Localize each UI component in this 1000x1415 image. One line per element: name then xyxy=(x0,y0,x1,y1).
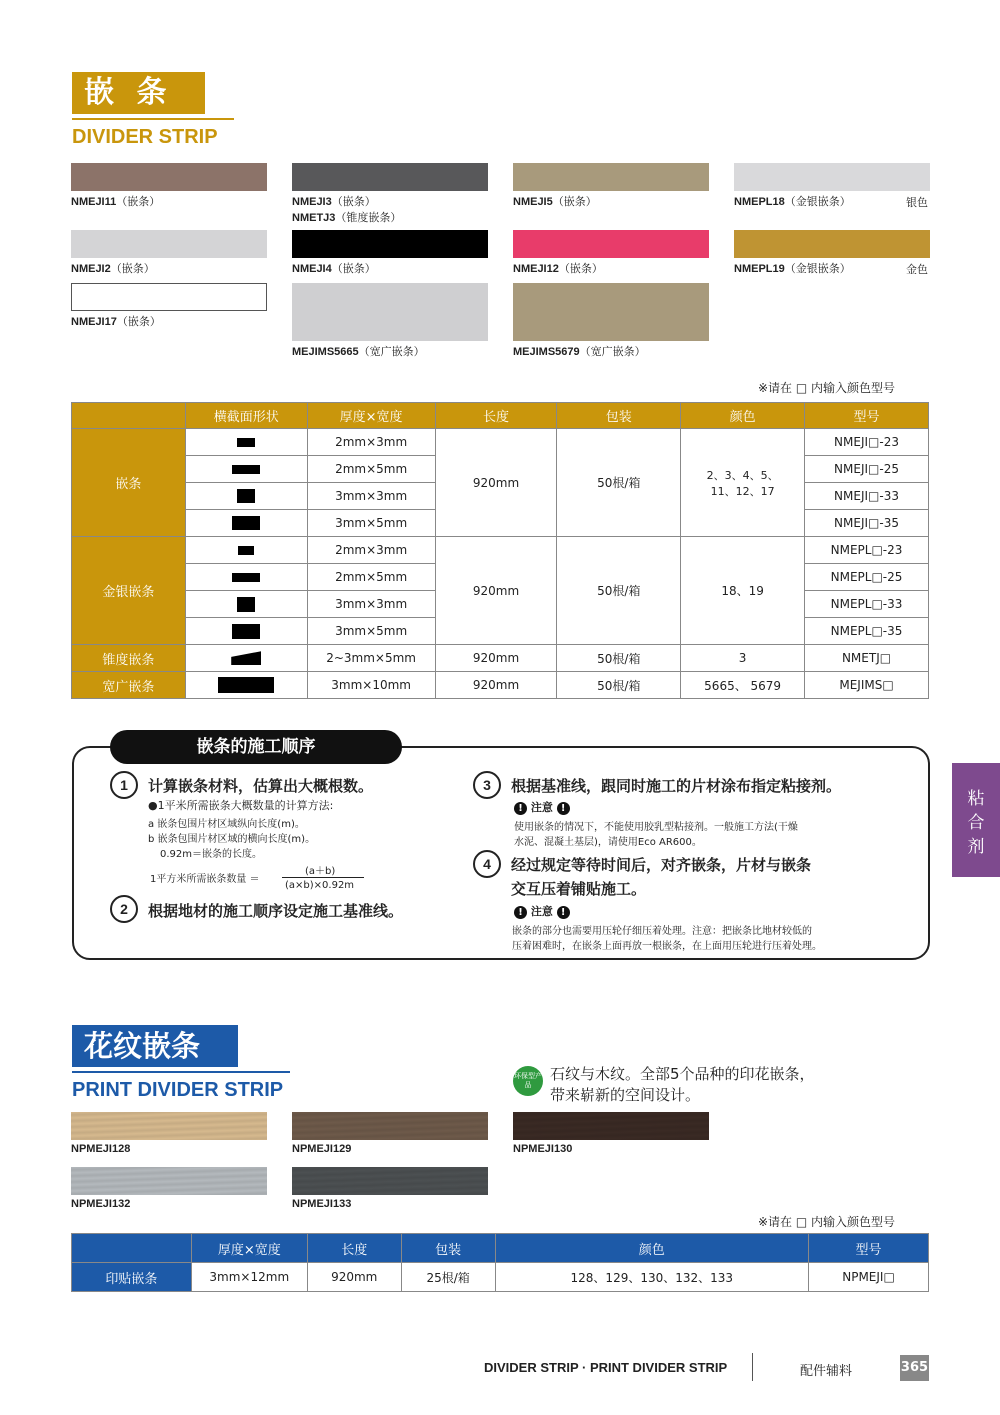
color-swatch xyxy=(292,283,488,341)
divider-strip-table xyxy=(71,402,929,699)
step-1-title: 计算嵌条材料，估算出大概根数。 xyxy=(148,777,374,795)
header-length: 长度 xyxy=(307,1234,401,1263)
size-cell: 2mm×5mm xyxy=(307,564,435,591)
swatch-label: NMEJI11（嵌条） xyxy=(71,195,161,208)
header-package: 包装 xyxy=(401,1234,495,1263)
package-cell: 50根/箱 xyxy=(557,645,681,672)
color-code-note: ※请在 □ 内输入颜色型号 xyxy=(758,381,896,395)
shape-cell xyxy=(185,483,307,510)
color-swatch xyxy=(292,163,488,191)
exclamation-icon: ! xyxy=(514,906,527,919)
warning-label: 注意 xyxy=(530,905,553,918)
swatch-side-label: 银色 xyxy=(906,196,928,209)
cross-section-shape xyxy=(237,489,255,503)
color-code-note-2: ※请在 □ 内输入颜色型号 xyxy=(758,1215,896,1229)
footer-title: DIVIDER STRIP · PRINT DIVIDER STRIP xyxy=(484,1360,728,1375)
shape-cell xyxy=(185,510,307,537)
step-1-line-c: 0.92m＝嵌条的长度。 xyxy=(160,849,263,860)
shape-cell xyxy=(185,564,307,591)
category-print: 印贴嵌条 xyxy=(72,1263,192,1292)
swatch-label: NMEJI12（嵌条） xyxy=(513,262,603,275)
size-cell: 3mm×12mm xyxy=(191,1263,307,1292)
header-blank xyxy=(72,403,186,429)
color-cell: 2、3、4、5、 11、12、17 xyxy=(681,429,805,537)
formula-bar xyxy=(282,877,364,878)
cross-section-shape xyxy=(232,573,260,582)
length-cell: 920mm xyxy=(435,429,557,537)
size-cell: 2mm×3mm xyxy=(307,537,435,564)
cross-section-shape xyxy=(237,438,255,447)
step-2-number: 2 xyxy=(110,895,138,923)
section2-title-cn: 花纹嵌条 xyxy=(72,1025,238,1067)
model-cell: NMEPL□-35 xyxy=(805,618,929,645)
footer-divider xyxy=(752,1353,753,1381)
print-swatch xyxy=(71,1167,267,1195)
header-shape: 横截面形状 xyxy=(185,403,307,429)
print-swatch xyxy=(292,1112,488,1140)
color-swatch xyxy=(71,163,267,191)
swatch-label: MEJIMS5665（宽广嵌条） xyxy=(292,345,425,358)
color-swatch xyxy=(734,163,930,191)
model-cell: NMEJI□-25 xyxy=(805,456,929,483)
print-swatch xyxy=(71,1112,267,1140)
warning-label: 注意 xyxy=(530,801,553,814)
print-divider-table xyxy=(71,1233,929,1292)
step-4-number: 4 xyxy=(473,850,501,878)
header-size: 厚度×宽度 xyxy=(307,403,435,429)
color-swatch xyxy=(292,230,488,258)
cross-section-shape xyxy=(218,677,274,693)
color-swatch xyxy=(513,283,709,341)
swatch-label: NMEJI17（嵌条） xyxy=(71,315,161,328)
page-number: 365 xyxy=(900,1355,929,1381)
section-title-en: DIVIDER STRIP xyxy=(72,126,218,148)
exclamation-icon: ! xyxy=(514,802,527,815)
swatch-label: NMEJI4（嵌条） xyxy=(292,262,376,275)
formula-label: 1平方米所需嵌条数量 ＝ xyxy=(150,874,260,885)
step-1-line-b: b 嵌条包围片材区域的横向长度(m)。 xyxy=(148,834,316,845)
step-2-title: 根据地材的施工顺序设定施工基准线。 xyxy=(148,902,404,920)
header-package: 包装 xyxy=(557,403,681,429)
size-cell: 3mm×5mm xyxy=(307,510,435,537)
section2-desc-1: 石纹与木纹。全部5个品种的印花嵌条， xyxy=(550,1065,815,1083)
shape-cell xyxy=(185,537,307,564)
color-cell: 5665、 5679 xyxy=(681,672,805,699)
color-swatch xyxy=(734,230,930,258)
length-cell: 920mm xyxy=(307,1263,401,1292)
step-3-number: 3 xyxy=(473,771,501,799)
print-swatch-label: NPMEJI132 xyxy=(71,1198,131,1210)
header-size: 厚度×宽度 xyxy=(191,1234,307,1263)
print-swatch-label: NPMEJI128 xyxy=(71,1143,131,1155)
print-swatch xyxy=(513,1112,709,1140)
section-title-cn: 嵌 条 xyxy=(72,72,205,114)
model-cell: NMETJ□ xyxy=(805,645,929,672)
length-cell: 920mm xyxy=(435,537,557,645)
print-swatch-label: NPMEJI130 xyxy=(513,1143,573,1155)
length-cell: 920mm xyxy=(435,645,557,672)
category-gold-silver: 金银嵌条 xyxy=(72,537,186,645)
step-4-title-1: 经过规定等待时间后，对齐嵌条，片材与嵌条 xyxy=(511,856,812,874)
length-cell: 920mm xyxy=(435,672,557,699)
package-cell: 50根/箱 xyxy=(557,537,681,645)
step-1-bullet: ●1平米所需嵌条大概数量的计算方法: xyxy=(148,799,334,812)
size-cell: 2mm×5mm xyxy=(307,456,435,483)
color-swatch xyxy=(71,230,267,258)
side-tab-adhesive[interactable]: 粘 合 剂 xyxy=(952,763,1000,877)
shape-cell xyxy=(185,672,307,699)
header-color: 颜色 xyxy=(681,403,805,429)
section2-title-en: PRINT DIVIDER STRIP xyxy=(72,1079,284,1101)
title2-underline xyxy=(72,1071,290,1073)
size-cell: 3mm×3mm xyxy=(307,483,435,510)
color-swatch xyxy=(513,163,709,191)
header-color: 颜色 xyxy=(495,1234,809,1263)
category-tapered: 锥度嵌条 xyxy=(72,645,186,672)
model-cell: MEJIMS□ xyxy=(805,672,929,699)
size-cell: 2mm×3mm xyxy=(307,429,435,456)
exclamation-icon: ! xyxy=(557,802,570,815)
shape-cell xyxy=(185,618,307,645)
print-swatch-label: NPMEJI133 xyxy=(292,1198,352,1210)
color-cell: 128、129、130、132、133 xyxy=(495,1263,809,1292)
swatch-label: NMEJI5（嵌条） xyxy=(513,195,597,208)
section2-desc-2: 带来崭新的空间设计。 xyxy=(550,1086,701,1104)
model-cell: NMEJI□-23 xyxy=(805,429,929,456)
step-3-title: 根据基准线，跟同时施工的片材涂布指定粘接剂。 xyxy=(511,777,842,795)
swatch-side-label: 金色 xyxy=(906,263,928,276)
swatch-label: NMEPL18（金银嵌条） xyxy=(734,195,851,208)
swatch-label: NMEJI2（嵌条） xyxy=(71,262,155,275)
title-underline xyxy=(72,118,234,120)
cross-section-shape xyxy=(231,651,261,665)
color-cell: 18、19 xyxy=(681,537,805,645)
color-swatch xyxy=(71,283,267,311)
size-cell: 2~3mm×5mm xyxy=(307,645,435,672)
procedure-title: 嵌条的施工顺序 xyxy=(110,730,402,764)
shape-cell xyxy=(185,456,307,483)
model-cell: NMEPL□-23 xyxy=(805,537,929,564)
color-swatch xyxy=(513,230,709,258)
eco-product-icon: 环保型产品 xyxy=(513,1066,543,1096)
shape-cell xyxy=(185,429,307,456)
swatch-label: NMEPL19（金银嵌条） xyxy=(734,262,851,275)
print-swatch-label: NPMEJI129 xyxy=(292,1143,352,1155)
model-cell: NMEPL□-25 xyxy=(805,564,929,591)
step-4-note-2: 压着困难时，在嵌条上面再放一根嵌条，在上面用压轮进行压着处理。 xyxy=(512,941,822,952)
swatch-label: NMEJI3（嵌条） NMETJ3（锥度嵌条） xyxy=(292,195,402,224)
step-4-title-2: 交互压着铺贴施工。 xyxy=(511,880,647,898)
category-divider: 嵌条 xyxy=(72,429,186,537)
cross-section-shape xyxy=(238,546,254,555)
cross-section-shape xyxy=(232,465,260,474)
size-cell: 3mm×5mm xyxy=(307,618,435,645)
step-1-line-a: a 嵌条包围片材区域纵向长度(m)。 xyxy=(148,819,305,830)
model-cell: NPMEJI□ xyxy=(809,1263,929,1292)
header-blank xyxy=(72,1234,192,1263)
package-cell: 50根/箱 xyxy=(557,429,681,537)
cross-section-shape xyxy=(232,624,260,639)
header-model: 型号 xyxy=(805,403,929,429)
step-3-note-2: 水泥、混凝土基层)，请使用Eco AR600。 xyxy=(514,837,702,848)
category-wide: 宽广嵌条 xyxy=(72,672,186,699)
step-4-note-1: 嵌条的部分也需要用压轮仔细压着处理。注意：把嵌条比地材较低的 xyxy=(512,926,812,937)
formula-denominator: (a×b)×0.92m xyxy=(285,880,355,891)
step-4-warning xyxy=(514,903,570,919)
shape-cell xyxy=(185,645,307,672)
model-cell: NMEPL□-33 xyxy=(805,591,929,618)
step-3-warning xyxy=(514,799,570,815)
shape-cell xyxy=(185,591,307,618)
swatch-label: MEJIMS5679（宽广嵌条） xyxy=(513,345,646,358)
cross-section-shape xyxy=(232,516,260,530)
size-cell: 3mm×3mm xyxy=(307,591,435,618)
header-length: 长度 xyxy=(435,403,557,429)
print-swatch xyxy=(292,1167,488,1195)
exclamation-icon: ! xyxy=(557,906,570,919)
model-cell: NMEJI□-35 xyxy=(805,510,929,537)
cross-section-shape xyxy=(237,597,255,612)
step-3-note-1: 使用嵌条的情况下，不能使用胶乳型粘接剂。一般施工方法(干燥 xyxy=(514,822,798,833)
size-cell: 3mm×10mm xyxy=(307,672,435,699)
model-cell: NMEJI□-33 xyxy=(805,483,929,510)
formula-numerator: (a＋b) xyxy=(305,866,336,877)
color-cell: 3 xyxy=(681,645,805,672)
package-cell: 50根/箱 xyxy=(557,672,681,699)
package-cell: 25根/箱 xyxy=(401,1263,495,1292)
header-model: 型号 xyxy=(809,1234,929,1263)
step-1-number: 1 xyxy=(110,771,138,799)
footer-category: 配件辅料 xyxy=(800,1364,853,1379)
